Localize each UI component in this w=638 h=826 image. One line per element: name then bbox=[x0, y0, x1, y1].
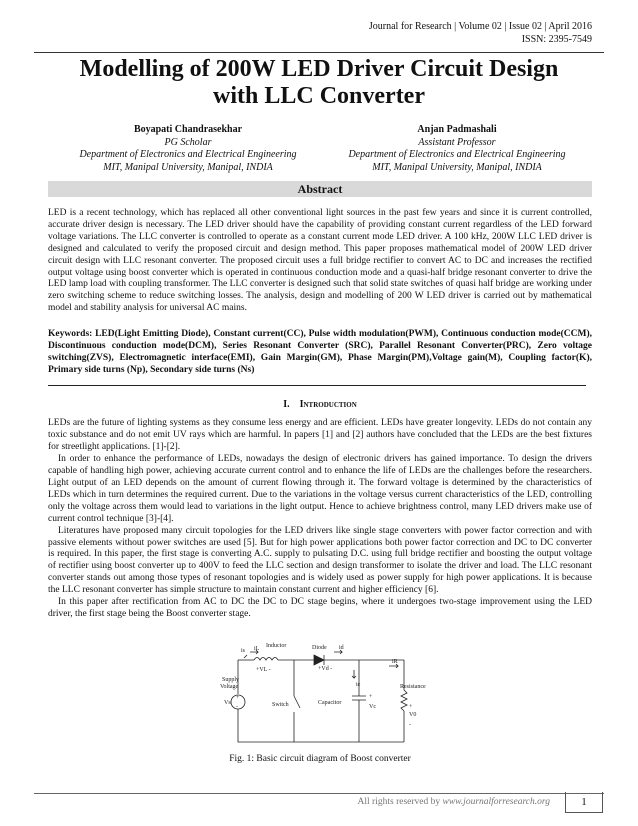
vs-label: Vs bbox=[224, 700, 231, 706]
author-inst: MIT, Manipal University, Manipal, INDIA bbox=[372, 161, 542, 173]
body-text bbox=[48, 418, 592, 621]
footer-site-link[interactable]: www.journalforresearch.org bbox=[442, 797, 550, 807]
paragraph: In order to enhance the performance of LEDs, nowadays the design of electronic drivers has gained importance. To design the drivers capable of handling high power, achieving accurate current control and to enhance the life of LEDs are the challenges before the researchers. Light output of an LED depends on the amount of current flowing through it. The forward voltage is determined by the characteristics of LEDs which in turn determines the required current. Due to the variations in the voltage versus current characteristics of the LED, controlling only the voltage across them would lead to variations in the light output. Hence to achieve brightness control, many LED drivers make use of current control technique [3]-[4]. bbox=[48, 453, 592, 524]
author-2 bbox=[327, 124, 587, 174]
resistance-label: Resistance bbox=[400, 684, 426, 690]
journal-line: Journal for Research | Volume 02 | Issue 02 | April 2016 bbox=[368, 21, 592, 32]
page-number: 1 bbox=[565, 792, 603, 813]
issn: ISSN: 2395-7549 bbox=[521, 34, 592, 45]
author-name: Anjan Padmashali bbox=[417, 124, 497, 135]
vo-minus: - bbox=[409, 722, 411, 728]
abstract-text: LED is a recent technology, which has replaced all other conventional light sources in the past few years and since it is current controlled, accurate driver design is necessary. The LED driver should have the capability of providing constant current regardless of the LED forward voltage variations. The LLC converter is controlled to operate as a constant current mode LED driver. A 100 kHz, 200W LLC LED driver is designed and calculated to verify the proposed circuit and design method. This paper proposes mathematical model of 200W LED driver circuit design with LLC resonant converter. The proposed circuit uses a full bridge rectifier to convert AC to DC and increases the rectified output voltage using boost converter which is operated in continuous conduction mode and a quasi-half bridge resonant converter to drive the LED lamp load with coupling transformer. The LLC converter is designed such that solid state switches of quasi half bridge are working under zero switching scheme to reduce switching losses. The analysis, design and modelling of 200 W LED driver is carried out by mathematical model and stability analysis for universal AC mains. bbox=[48, 208, 592, 314]
author-dept: Department of Electronics and Electrical Engineering bbox=[348, 149, 566, 160]
keywords: Keywords: LED(Light Emitting Diode), Constant current(CC), Pulse width modulation(PWM), Continuous conduction mode(CCM), Discontinuous conduction mode(DCM), Series Resonant Converter (SRC), Parallel Resonant Converter(PRC), Zero voltage switching(ZVS), Electromagnetic interface(EMI), Gain Margin(GM), Phase Margin(PM),Voltage gain(M), Coupling factor(K), Primary side turns (Np), Secondary side turns (Ns) bbox=[48, 329, 592, 375]
paragraph: Literatures have proposed many circuit topologies for the LED drivers like single stage converters with power factor correction and with passive elements without power switches are used [5]. But for high power applications both power factor correction and DC to DC converter is required. In this paper, the first stage is converting A.C. supply to pulsating D.C. using full bridge rectifier and boosting the output voltage of rectifier using boost converter up to 400V to feed the LLC section and design transformer to isolate the driver and load. The LLC resonant converter stands out among those types of resonant topologies and is widely used as power supply for high power applications. It is because the LLC resonant converter has simple structure to maintain constant current and higher efficiency [6]. bbox=[48, 525, 592, 596]
figure-caption: Fig. 1: Basic circuit diagram of Boost converter bbox=[229, 754, 411, 764]
author-role: Assistant Professor bbox=[418, 136, 496, 148]
journal-header bbox=[369, 20, 592, 46]
paper-title bbox=[34, 56, 604, 110]
section-heading bbox=[48, 399, 592, 410]
keywords-rule bbox=[48, 385, 586, 386]
id-label: id bbox=[339, 645, 344, 651]
abstract-heading: Abstract bbox=[48, 181, 592, 197]
paragraph: In this paper after rectification from AC to DC the DC to DC stage begins, where it undergoes two-stage improvement using the LED driver, the first stage being the Boost converter stage. bbox=[48, 597, 592, 620]
boost-converter-diagram bbox=[214, 638, 429, 750]
author-dept: Department of Electronics and Electrical Engineering bbox=[79, 149, 297, 160]
supply-label-1: Supply bbox=[222, 677, 240, 683]
vc-plus: + bbox=[369, 694, 373, 700]
vo-plus: + bbox=[409, 704, 413, 710]
title-line-1: Modelling of 200W LED Driver Circuit Design bbox=[79, 56, 559, 82]
author-name: Boyapati Chandrasekhar bbox=[133, 124, 243, 135]
footer-rule bbox=[34, 793, 604, 794]
footer-rights-text: All rights reserved by bbox=[357, 797, 441, 807]
author-1 bbox=[58, 124, 318, 174]
ir-label: iR bbox=[392, 659, 398, 665]
supply-label-2: Voltage bbox=[220, 684, 239, 690]
vs-minus: - bbox=[236, 704, 238, 710]
ic-label: ic bbox=[356, 682, 361, 688]
vs-plus: + bbox=[236, 695, 240, 701]
is-label: is bbox=[241, 648, 246, 654]
vc-label: Vc bbox=[369, 704, 376, 710]
il-label: iL bbox=[254, 646, 260, 652]
vl-label: +VL - bbox=[256, 667, 271, 673]
section-title: Introduction bbox=[299, 399, 357, 410]
title-line-2: with LLC Converter bbox=[213, 83, 425, 109]
vd-label: +Vd - bbox=[318, 666, 333, 672]
capacitor-label: Capacitor bbox=[318, 700, 342, 706]
paragraph: LEDs are the future of lighting systems as they consume less energy and are efficient. LEDs have greater longevity. LEDs do not contain any toxic substance and do not emit UV rays which are harmful. In papers [1] and [2] authors have concluded that the LEDs are the best fixtures for streetlight applications. [1]-[2]. bbox=[48, 418, 592, 452]
inductor-label: Inductor bbox=[266, 643, 287, 649]
author-role: PG Scholar bbox=[164, 136, 212, 148]
diode-label: Diode bbox=[312, 645, 327, 651]
author-inst: MIT, Manipal University, Manipal, INDIA bbox=[103, 161, 273, 173]
section-number: I. bbox=[283, 399, 290, 410]
footer-rights bbox=[358, 797, 550, 807]
vo-label: V0 bbox=[409, 712, 417, 718]
switch-label: Switch bbox=[272, 702, 289, 708]
header-rule bbox=[34, 52, 604, 53]
